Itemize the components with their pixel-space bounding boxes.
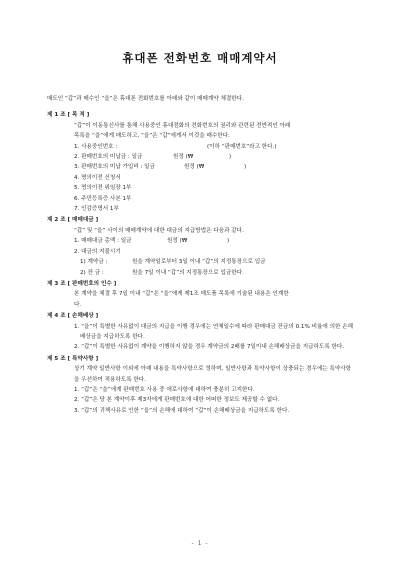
article-2-heading: 제 2 조 [ 매매대금 ]	[47, 217, 99, 224]
subitem-label: 2) 잔 금 :	[80, 269, 104, 276]
article-1-item: 7. 인감증명서 1부	[74, 206, 119, 213]
item-label: 2. 판매번호의 미납금 : 일금	[74, 154, 143, 161]
article-3-heading: 제 3 조 [ 판매번호의 인수 ]	[47, 280, 117, 287]
item-close: )	[227, 238, 230, 245]
article-5-heading: 제 5 조 [ 특약사항 ]	[47, 355, 99, 362]
article-2-line: “갑” 및 “을” 사이의 매매계약에 대한 대금의 지급방법은 다음과 같다.	[74, 227, 244, 234]
article-5-item: 3. “갑”의 귀책사유로 인한 “을”의 손해에 대하여 “갑”이 손해배상금을 지급하도록 한다.	[74, 407, 290, 414]
intro-text: 매도인 “갑”과 매수인 “을”은 휴대폰 전화번호를 아래와 같이 매매계약 체결한다.	[47, 96, 244, 102]
article-1-item	[47, 152, 356, 162]
item-close: )	[244, 164, 247, 171]
article-1-item: 4. 명의이전 신청서	[74, 174, 121, 181]
article-4-heading: 제 4 조 [ 손해배상 ]	[47, 313, 99, 320]
article-2-item	[47, 236, 356, 246]
article-1-heading: 제 1 조 [ 목 적 ]	[47, 112, 90, 119]
article-1-item	[47, 162, 356, 172]
article-1-line: “갑”이 이동통신사를 통해 사용중인 휴대전화의 전화번호의 권리와 관련된 전반적인 아래	[74, 122, 291, 129]
item-currency: 원정 (₩	[184, 164, 205, 171]
item-currency: 원정 (₩	[167, 238, 188, 245]
contract-body	[47, 94, 356, 416]
item-currency: 원정 (₩	[173, 154, 194, 161]
article-1-item	[47, 142, 356, 152]
subitem-text: 원을 계약일로부터 3일 이내 “갑”의 지정통장으로 입금	[132, 259, 266, 266]
article-3-line: 다.	[74, 301, 82, 308]
article-5-item: 1. “갑”은 “을”에게 판매번호 사용 중 애로사항에 대하여 충분히 고지한다.	[74, 386, 255, 393]
item-close: )	[229, 154, 232, 161]
article-1-item: 6. 주민등록증 사본 1부	[74, 195, 132, 202]
article-2-subitem	[47, 268, 356, 278]
article-1-line: 목록을 “을”에게 매도하고, “을”은 “갑”에게서 이것을 매수한다.	[74, 133, 230, 140]
article-2-item: 2. 대금의 지불시기	[74, 248, 121, 255]
item-label: 1. 매매대금 총액 : 일금	[74, 238, 132, 245]
article-3-line: 본 계약을 체결 후 7일 이내 “갑”은 “을”에게 제1조 매도품 목록에 기술된 내용은 인계한	[74, 291, 289, 298]
article-1-item: 5. 명의이전 위임장 1부	[74, 185, 132, 192]
item-label: 3. 판매번호의 미납 가입비 : 일금	[74, 164, 155, 171]
article-4-item: 1. “을”이 특별한 사유없이 대금의 지급을 이행 경우에는 연체일수에 따라 판매대금 잔금의 0.1% 비율에 의한 손해배상금을 지급하도록 한다.	[74, 323, 353, 340]
item-note: (이하 “판매번호”라고 한다.)	[207, 143, 277, 150]
article-4-item: 2. “갑”이 특별한 사유없이 계약을 이행하지 않을 경우 계약금의 2배를 7일이내 손해배상금을 지급하도록 한다.	[74, 344, 345, 351]
article-5-line: 상기 계약 일반사항 이외에 아래 내용을 특약사항으로 정하며, 일반사항과 특약사항이 상충되는 경우에는 특약사항을 우선하여 적용하도록 한다.	[74, 366, 352, 383]
subitem-label: 1) 계약금 :	[80, 259, 108, 266]
article-2-subitem	[47, 257, 356, 267]
document-title: 휴대폰 전화번호 매매계약서	[122, 51, 278, 65]
page-number: - 1 -	[191, 540, 209, 547]
article-5-item: 2. “갑”은 당 본 계약이후 제3자에게 판매번호에 대한 어떠한 정보도 제공할 수 없다.	[74, 397, 280, 404]
subitem-text: 원을 7일 이내 “갑”의 지정통장으로 입금한다.	[132, 269, 244, 276]
item-label: 1. 사용중인번호 :	[74, 143, 118, 150]
